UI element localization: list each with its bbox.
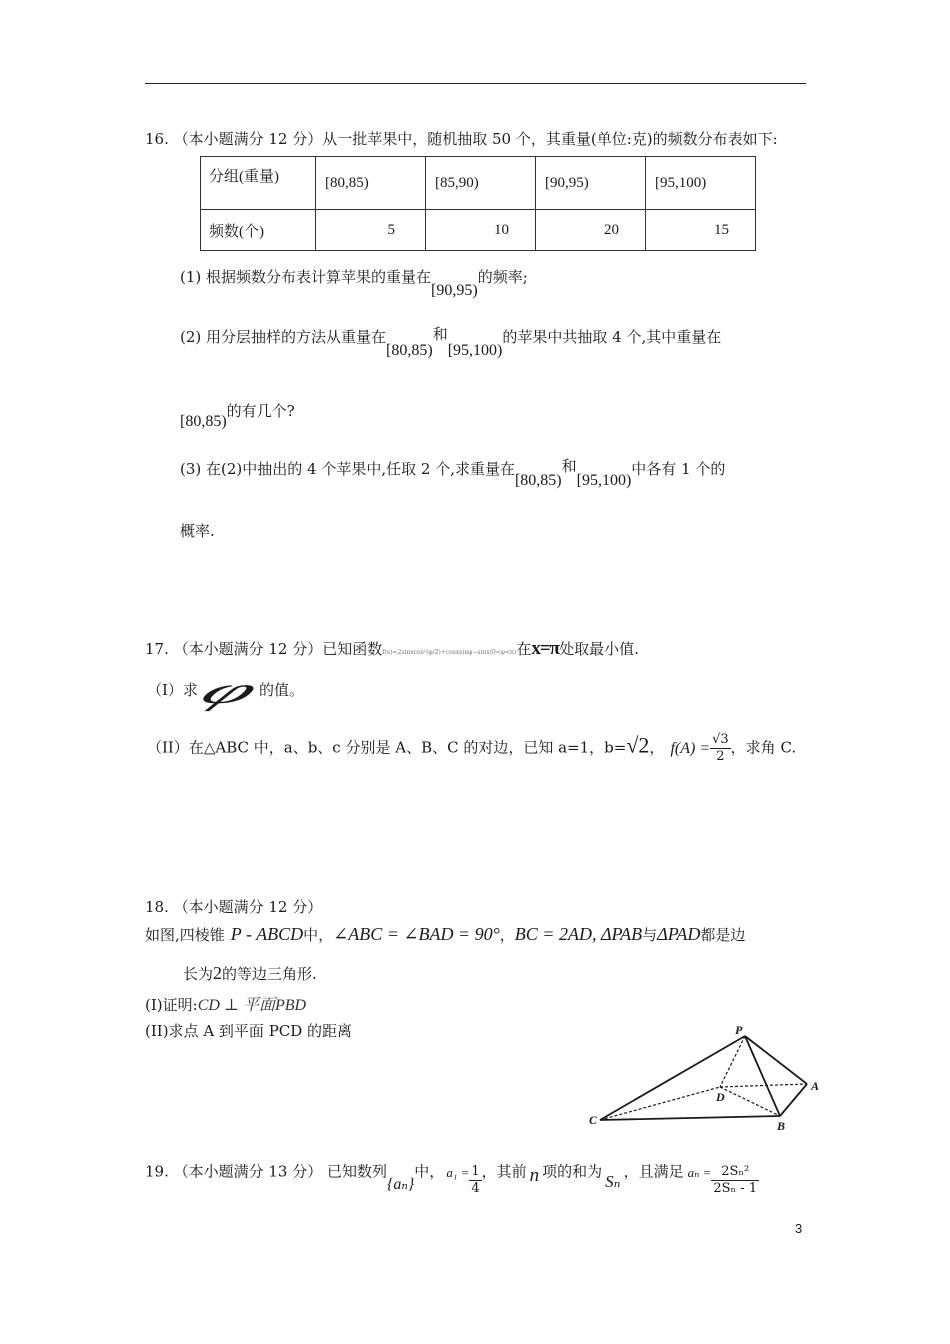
stem-text: 都是边 [700, 926, 746, 944]
x-equals-pi: x=π [531, 638, 560, 659]
edge-PC [600, 1036, 745, 1120]
header-rule [145, 83, 806, 84]
part-text: （II）在△ABC 中，a、b、c 分别是 A、B、C 的对边，已知 a=1，b= [147, 738, 627, 757]
interval: [95,100) [447, 342, 503, 359]
interval: [80,85) [514, 472, 562, 489]
q16-part3-cont: 概率. [180, 522, 215, 540]
Sn-symbol: Sₙ [605, 1171, 621, 1191]
label-A: A [811, 1079, 820, 1093]
part-text: (I)证明: [145, 996, 198, 1014]
angle-condition: ∠ABC = ∠BAD = 90° [333, 924, 500, 944]
page-number: 3 [795, 1221, 803, 1236]
label-P: P [735, 1023, 743, 1037]
stem-text: 在 [516, 640, 532, 658]
part-text: 中各有 1 个的 [631, 460, 726, 478]
part-text: （I）求 [147, 681, 198, 699]
f-of-A: f(A) = [670, 739, 711, 757]
table-cell: 15 [646, 210, 756, 251]
phi-symbol: φ [188, 670, 273, 712]
edge-CB [600, 1116, 780, 1120]
edge-DA [720, 1084, 807, 1087]
q17-stem [145, 638, 639, 660]
table-cell: 10 [426, 210, 536, 251]
table-header-row [201, 157, 756, 210]
q18-part1 [145, 992, 306, 1015]
table-cell: 5 [316, 210, 426, 251]
stem-text: 17. （本小题满分 12 分）已知函数 [145, 640, 383, 658]
pyramid-name: P - ABCD [230, 924, 304, 944]
q17-part2 [147, 732, 796, 765]
an-label: aₙ = [687, 1164, 712, 1180]
stem-text: 如图,四棱锥 [145, 926, 225, 944]
stem-text: ， [499, 926, 515, 944]
q18-stem-cont [183, 963, 317, 984]
a1-label: a₁ = [446, 1164, 470, 1180]
function-formula: f(x)=2sinxcos²(φ/2)+cosxsinφ−sinx(0<φ<π) [382, 649, 517, 656]
q16-part2-cont [180, 400, 295, 430]
triangle-name: ΔPAD [657, 924, 701, 944]
label-C: C [589, 1113, 598, 1127]
stem-text: 项的和为 [542, 1162, 603, 1181]
part-text: ， [649, 738, 665, 757]
interval: [80,85) [386, 342, 433, 359]
part-text: 的频率; [477, 268, 528, 286]
n-symbol: n [529, 1164, 540, 1186]
table-row [201, 210, 756, 251]
stem-text: 中， [303, 926, 334, 944]
stem-text: ，其前 [481, 1162, 527, 1181]
part-text: (3) 在(2)中抽出的 4 个苹果中,任取 2 个,求重量在 [180, 460, 515, 478]
fraction: $\frac{1}{4}$ [471, 1164, 480, 1196]
fraction: $\frac{\text{2Sₙ²}}{\text{2Sₙ - 1}}$ [713, 1164, 758, 1196]
table-header-cell: [80,85) [316, 157, 426, 210]
stem-text: 中， [414, 1162, 445, 1181]
part-text: 的苹果中共抽取 4 个,其中重量在 [502, 328, 722, 346]
q17-part1 [147, 670, 304, 712]
table-header-cell: [95,100) [646, 157, 756, 210]
interval: [95,100) [576, 472, 632, 489]
stem-text: 与 [642, 926, 658, 944]
pyramid-figure [575, 1022, 825, 1134]
length-condition: BC = 2AD, ΔPAB [514, 924, 643, 944]
edge-PB [745, 1036, 780, 1116]
stem-text: 处取最小值. [559, 640, 639, 658]
fraction: $\frac{√3}{2}$ [712, 732, 729, 764]
interval: [80,85) [180, 413, 227, 430]
edge-CD [600, 1087, 720, 1120]
proof-statement: CD ⊥ 平面PBD [197, 997, 307, 1014]
q18-stem [145, 924, 745, 945]
table-cell: 频数(个) [201, 210, 316, 251]
interval: [90,95) [431, 282, 478, 299]
part-text: 和 [561, 457, 577, 475]
q16-stem: 16. （本小题满分 12 分）从一批苹果中，随机抽取 50 个，其重量(单位:克)的频数分布表如下: [145, 130, 778, 148]
sqrt-two: √2 [626, 732, 650, 758]
table-header-cell: 分组(重量) [209, 168, 279, 185]
stem-text: 19. （本小题满分 13 分） 已知数列 [145, 1162, 388, 1181]
table-header-cell: [85,90) [426, 157, 536, 210]
sequence-name: {aₙ} [387, 1175, 415, 1193]
side-length: 2 [213, 963, 223, 983]
stem-text: ，且满足 [623, 1162, 684, 1181]
part-text: 的值。 [258, 681, 304, 699]
table-header-cell: [90,95) [536, 157, 646, 210]
frequency-table [200, 156, 756, 251]
edge-PA [745, 1036, 807, 1084]
label-B: B [777, 1119, 786, 1133]
edge-BA [780, 1084, 807, 1116]
part-text: (1) 根据频数分布表计算苹果的重量在 [180, 268, 432, 286]
q16-part2 [180, 325, 722, 359]
table-cell: 20 [536, 210, 646, 251]
stem-text: 的等边三角形. [222, 965, 317, 983]
stem-text: 长为 [183, 965, 214, 983]
part-text: (2) 用分层抽样的方法从重量在 [180, 328, 387, 346]
q16-part3 [180, 457, 726, 489]
part-text: 和 [432, 325, 448, 343]
q18-part2: (II)求点 A 到平面 PCD 的距离 [145, 1022, 353, 1040]
q16-part1 [180, 266, 528, 299]
edge-DB [720, 1087, 780, 1116]
q19-stem [145, 1156, 759, 1196]
part-text: ，求角 C. [730, 738, 797, 757]
part-text: 的有几个? [226, 402, 295, 420]
q18-title: 18. （本小题满分 12 分） [145, 898, 323, 916]
label-D: D [716, 1090, 725, 1104]
